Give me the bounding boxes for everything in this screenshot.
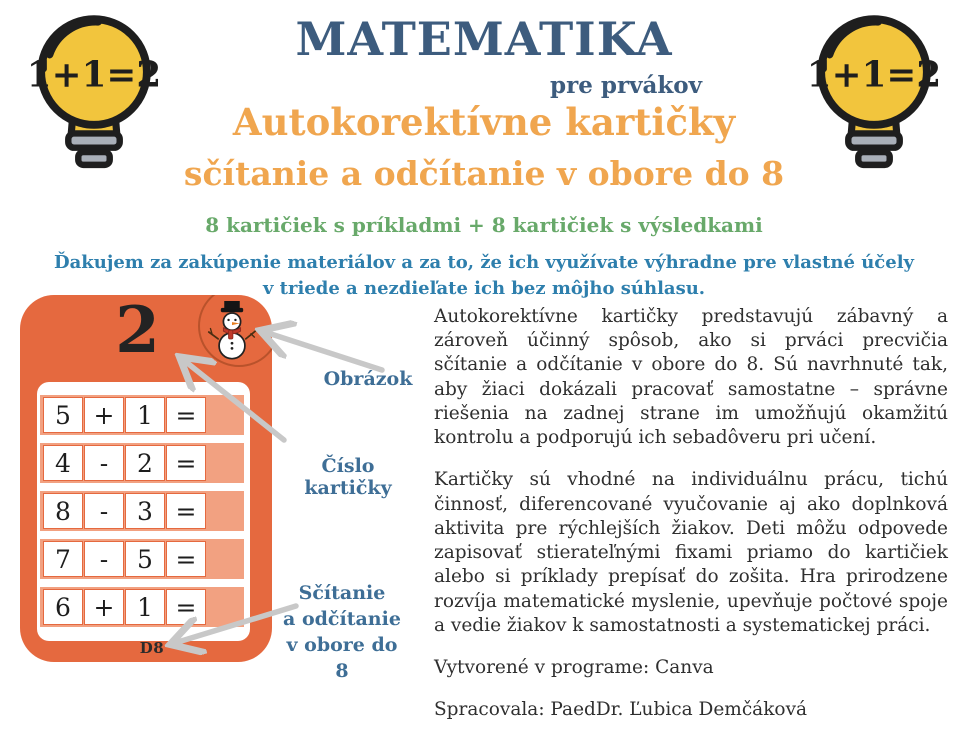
- sample-card: [20, 295, 272, 662]
- operator-cell: -: [84, 493, 124, 529]
- contents-tagline: 8 kartičiek s príkladmi + 8 kartičiek s výsledkami: [205, 213, 763, 237]
- operand-cell: 5: [125, 541, 165, 577]
- equals-cell: =: [166, 493, 206, 529]
- annotation-number-label: Číslo kartičky: [304, 455, 392, 499]
- equals-cell: =: [166, 589, 206, 625]
- operator-cell: -: [84, 445, 124, 481]
- problem-row: [40, 587, 244, 627]
- problem-row: [40, 443, 244, 483]
- description-column: [434, 305, 948, 741]
- problem-row: [40, 539, 244, 579]
- annotation-range-label: Sčítanie a odčítanie v obore do 8: [283, 582, 401, 682]
- operand-cell: 8: [43, 493, 83, 529]
- card-number: 2: [115, 295, 160, 368]
- product-heading: Autokorektívne kartičky: [232, 100, 736, 144]
- operator-cell: +: [84, 397, 124, 433]
- operand-cell: 2: [125, 445, 165, 481]
- operator-cell: +: [84, 589, 124, 625]
- page-title: MATEMATIKA: [295, 12, 673, 66]
- operator-cell: -: [84, 541, 124, 577]
- description-paragraph-1: Autokorektívne kartičky predstavujú zábavný a zároveň účinný spôsob, ako si prváci precvičia sčítanie a odčítanie v obore do 8. Sú navrhnuté tak, aby žiaci dokázali pracovať samostatne – správne riešenia na zadnej strane im umožňujú okamžitú kontrolu a podporujú ich sebadôveru pri učení.: [434, 306, 948, 449]
- page-subtitle: pre prvákov: [550, 72, 702, 99]
- card-code: D8: [139, 639, 165, 657]
- operand-cell: 4: [43, 445, 83, 481]
- made-with-line: Vytvorené v programe: Canva: [434, 657, 714, 679]
- operand-cell: 1: [125, 589, 165, 625]
- equals-cell: =: [166, 541, 206, 577]
- operand-cell: 1: [125, 397, 165, 433]
- problem-row: [40, 395, 244, 435]
- operand-cell: 5: [43, 397, 83, 433]
- description-paragraph-2: Kartičky sú vhodné na individuálnu prácu, tichú činnosť, diferencované vyučovanie aj ako doplnková aktivita pre rýchlejších žiakov. Deti môžu odpovede zapisovať stierateľnými fixami priamo do kartičiek alebo si príklady prepísať do zošita. Hra prirodzene rozvíja matematické myslenie, upevňuje počtové spoje a vedie žiakov k samostatnosti a systematickej práci.: [434, 469, 948, 636]
- equals-cell: =: [166, 445, 206, 481]
- arrow-to-image: [268, 333, 382, 370]
- bulb-formula: 1+1=2: [806, 53, 942, 96]
- equals-cell: =: [166, 397, 206, 433]
- bulb-formula: 1+1=2: [26, 53, 162, 96]
- license-notice-line1: Ďakujem za zakúpenie materiálov a za to, že ich využívate výhradne pre vlastné účely: [53, 252, 914, 273]
- operand-cell: 3: [125, 493, 165, 529]
- card-problems-panel: [37, 382, 250, 641]
- operand-cell: 7: [43, 541, 83, 577]
- annotation-image-label: Obrázok: [323, 368, 413, 390]
- operand-cell: 6: [43, 589, 83, 625]
- topic-heading: sčítanie a odčítanie v obore do 8: [183, 154, 785, 193]
- snowman-icon: [206, 301, 258, 363]
- license-notice-line2: v triede a nezdieľate ich bez môjho súhlasu.: [262, 278, 706, 299]
- problem-row: [40, 491, 244, 531]
- author-line: Spracovala: PaedDr. Ľubica Demčáková: [434, 699, 808, 721]
